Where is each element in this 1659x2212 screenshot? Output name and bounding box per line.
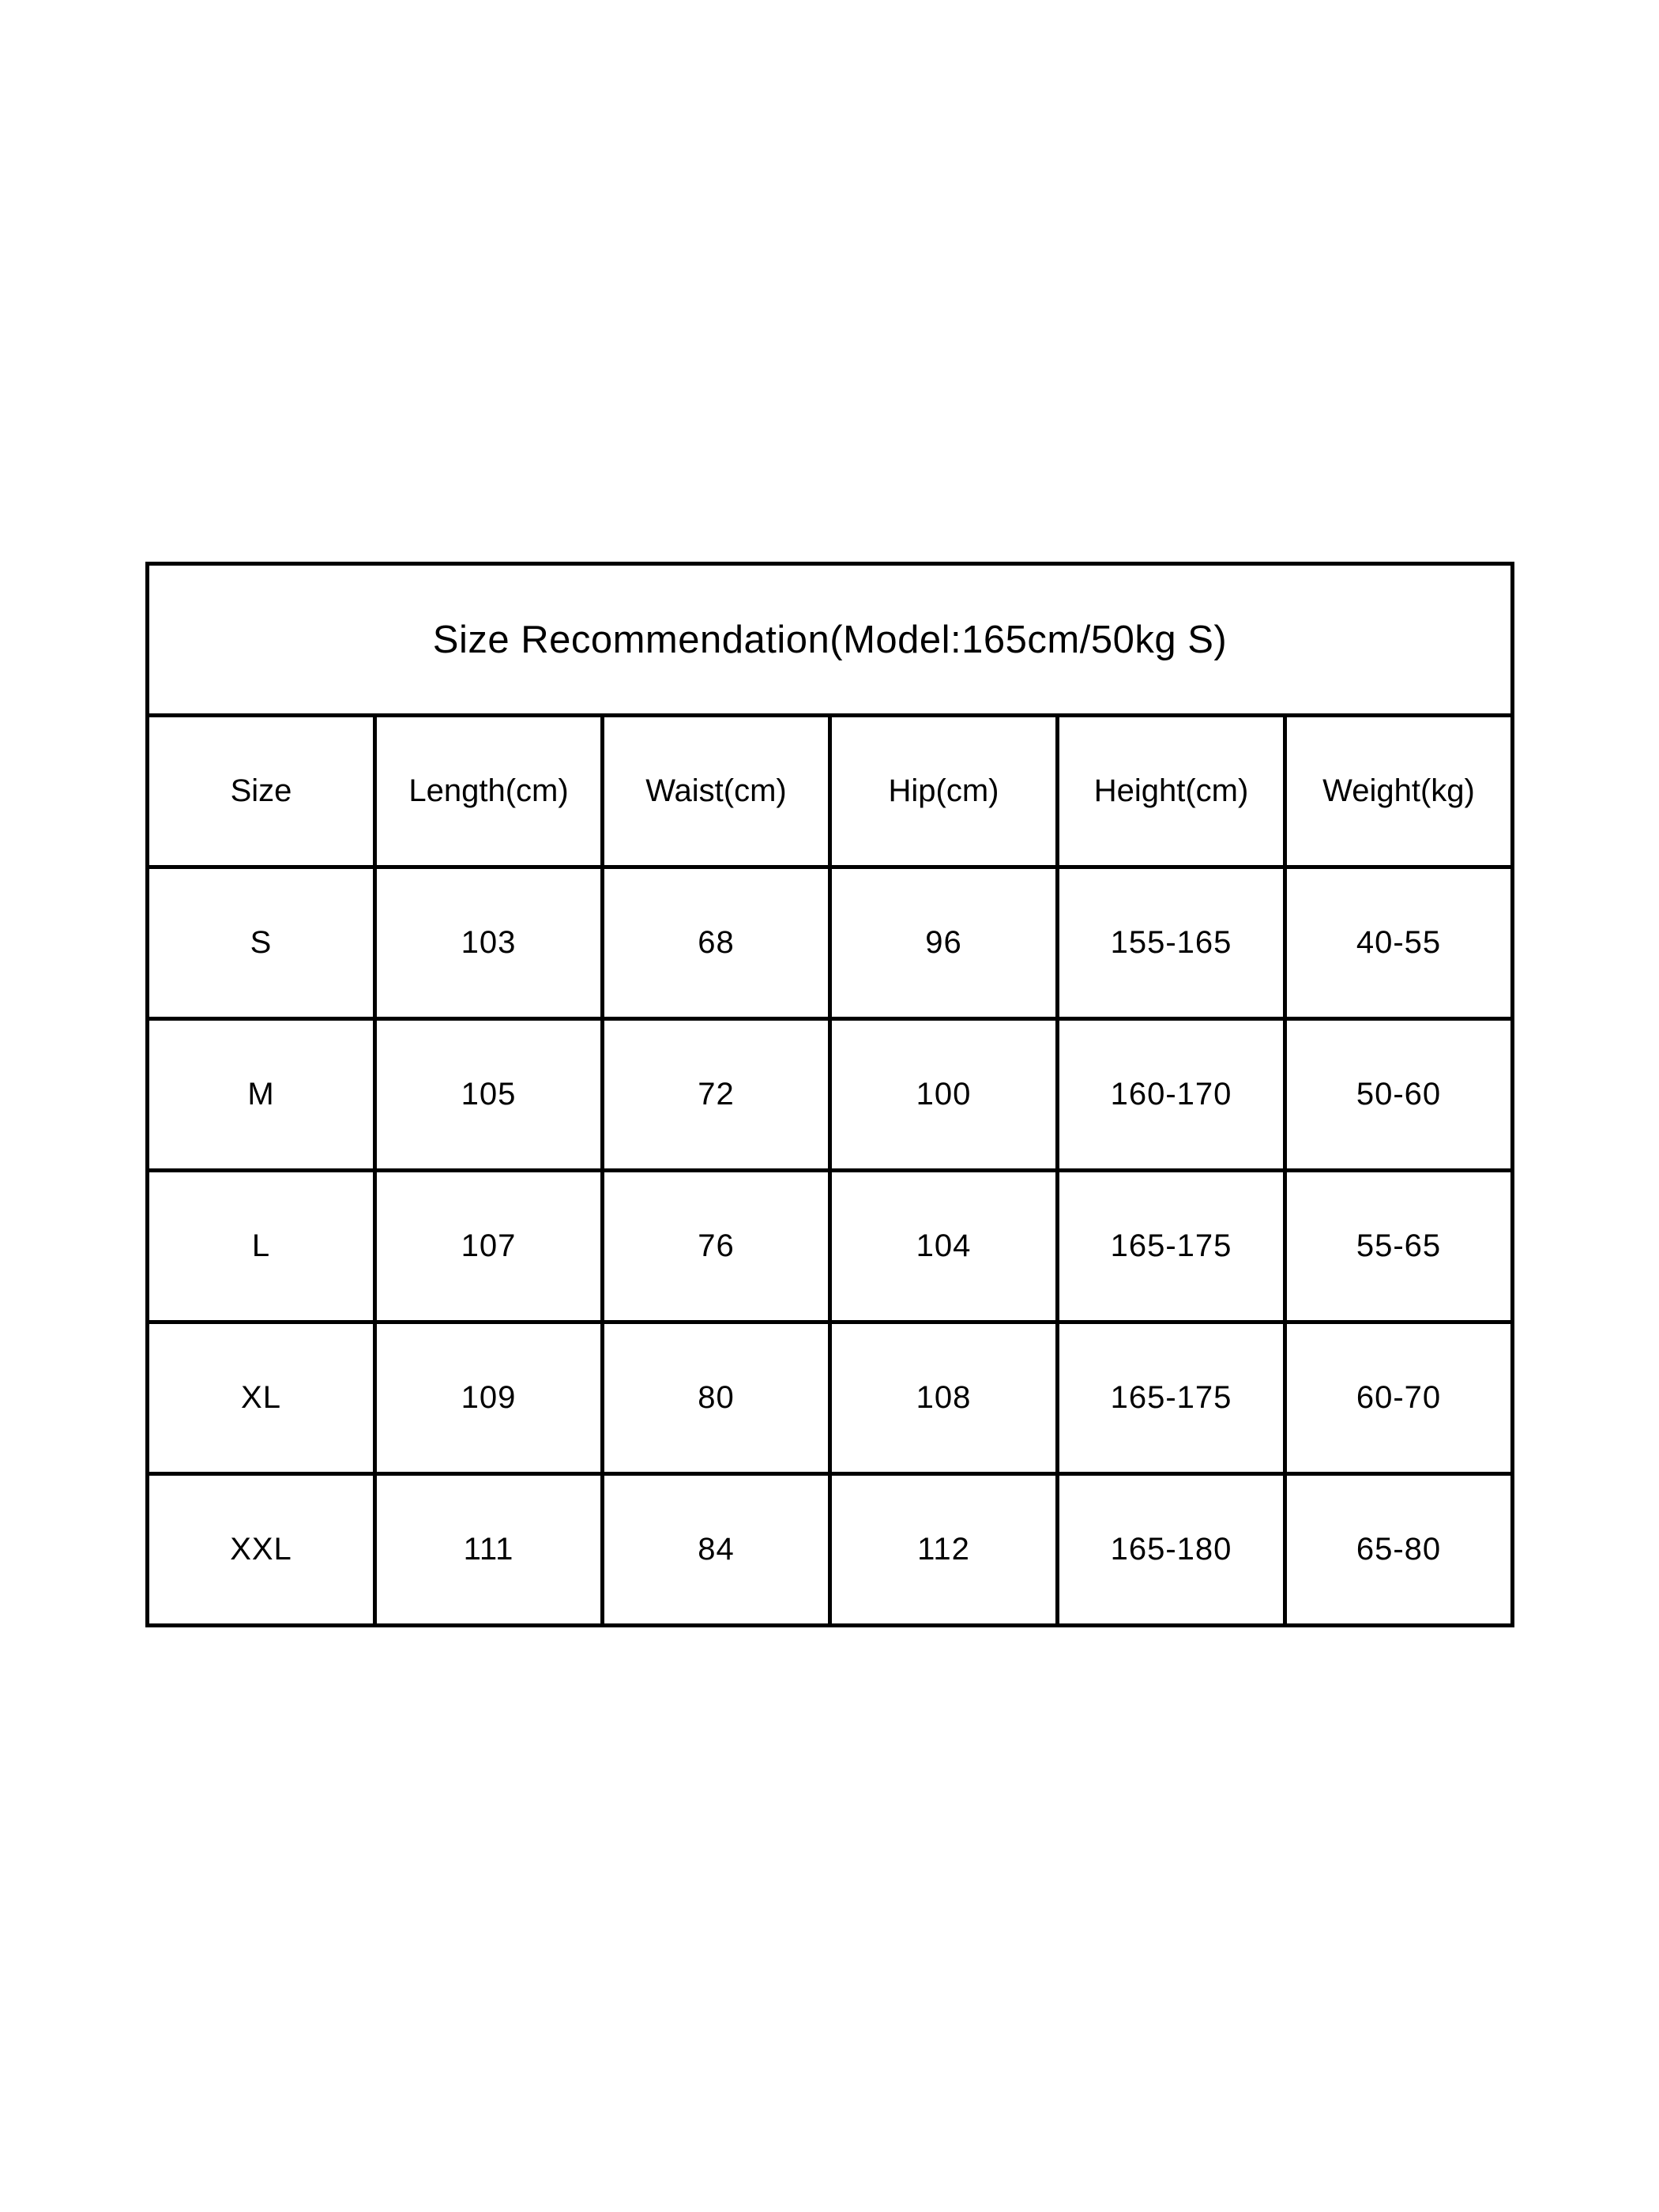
- cell-waist: 76: [603, 1171, 830, 1322]
- cell-weight: 65-80: [1285, 1474, 1513, 1626]
- cell-length: 107: [375, 1171, 603, 1322]
- cell-height: 165-180: [1058, 1474, 1285, 1626]
- cell-waist: 72: [603, 1019, 830, 1171]
- cell-size: S: [148, 867, 375, 1019]
- header-height: Height(cm): [1058, 716, 1285, 867]
- cell-hip: 112: [830, 1474, 1058, 1626]
- header-waist: Waist(cm): [603, 716, 830, 867]
- cell-length: 109: [375, 1322, 603, 1474]
- cell-waist: 68: [603, 867, 830, 1019]
- table-row: [148, 1322, 1513, 1474]
- size-chart-table: [145, 562, 1514, 1627]
- cell-weight: 60-70: [1285, 1322, 1513, 1474]
- cell-weight: 50-60: [1285, 1019, 1513, 1171]
- table-title: Size Recommendation(Model:165cm/50kg S): [148, 564, 1513, 716]
- header-length: Length(cm): [375, 716, 603, 867]
- table-row: [148, 1474, 1513, 1626]
- cell-hip: 100: [830, 1019, 1058, 1171]
- cell-height: 165-175: [1058, 1322, 1285, 1474]
- table-row: [148, 867, 1513, 1019]
- cell-length: 105: [375, 1019, 603, 1171]
- cell-height: 165-175: [1058, 1171, 1285, 1322]
- cell-size: L: [148, 1171, 375, 1322]
- header-weight: Weight(kg): [1285, 716, 1513, 867]
- cell-hip: 96: [830, 867, 1058, 1019]
- cell-weight: 40-55: [1285, 867, 1513, 1019]
- cell-hip: 104: [830, 1171, 1058, 1322]
- cell-length: 111: [375, 1474, 603, 1626]
- cell-weight: 55-65: [1285, 1171, 1513, 1322]
- cell-size: XL: [148, 1322, 375, 1474]
- table-row: [148, 1171, 1513, 1322]
- cell-hip: 108: [830, 1322, 1058, 1474]
- header-row: [148, 716, 1513, 867]
- header-hip: Hip(cm): [830, 716, 1058, 867]
- cell-waist: 84: [603, 1474, 830, 1626]
- cell-height: 160-170: [1058, 1019, 1285, 1171]
- table-row: [148, 1019, 1513, 1171]
- cell-waist: 80: [603, 1322, 830, 1474]
- header-size: Size: [148, 716, 375, 867]
- cell-length: 103: [375, 867, 603, 1019]
- cell-size: XXL: [148, 1474, 375, 1626]
- cell-size: M: [148, 1019, 375, 1171]
- cell-height: 155-165: [1058, 867, 1285, 1019]
- title-row: [148, 564, 1513, 716]
